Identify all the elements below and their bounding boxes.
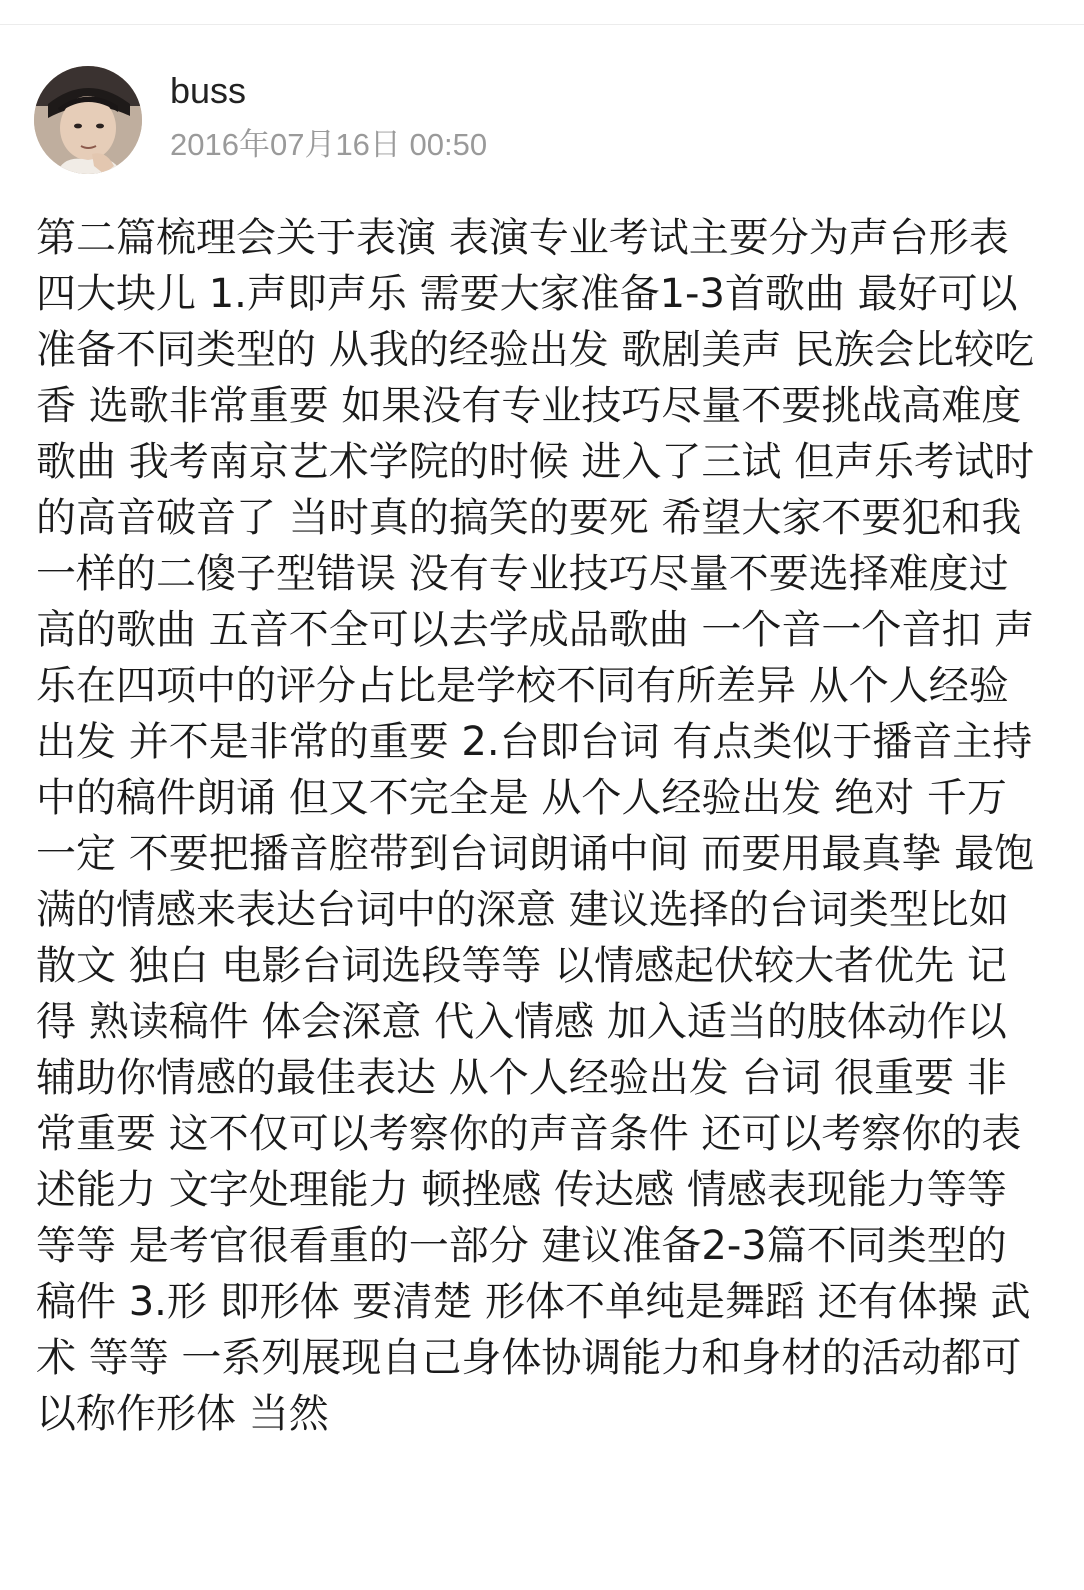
post-header — [34, 64, 487, 176]
author-meta — [170, 70, 488, 165]
author-avatar[interactable] — [34, 66, 142, 174]
user-avatar-photo-icon — [34, 66, 142, 174]
top-divider — [0, 24, 1084, 25]
post-timestamp: 2016年07月16日 00:50 — [170, 127, 488, 162]
author-name[interactable]: buss — [170, 70, 247, 111]
post-content: 第二篇梳理会关于表演 表演专业考试主要分为声台形表四大块儿 1.声即声乐 需要大家准备1-3首歌曲 最好可以准备不同类型的 从我的经验出发 歌剧美声 民族会比较吃香 选歌非常重要 如果没有专业技巧尽量不要挑战高难度歌曲 我考南京艺术学院的时候 进入了三试 但声乐考试时的高音破音了 当时真的搞笑的要死 希望大家不要犯和我一样的二傻子型错误 没有专业技巧尽量不要选择难度过高的歌曲 五音不全可以去学成品歌曲 一个音一个音扣 声乐在四项中的评分占比是学校不同有所差异 从个人经验出发 并不是非常的重要 2.台即台词 有点类似于播音主持中的稿件朗诵 但又不完全是 从个人经验出发 绝对 千万 一定 不要把播音腔带到台词朗诵中间 而要用最真挚 最饱满的情感来表达台词中的深意 建议选择的台词类型比如散文 独白 电影台词选段等等 以情感起伏较大者优先 记得 熟读稿件 体会深意 代入情感 加入适当的肢体动作以辅助你情感的最佳表达 从个人经验出发 台词 很重要 非常重要 这不仅可以考察你的声音条件 还可以考察你的表述能力 文字处理能力 顿挫感 传达感 情感表现能力等等等等 是考官很看重的一部分 建议准备2-3篇不同类型的稿件 3.形 即形体 要清楚 形体不单纯是舞蹈 还有体操 武术 等等 一系列展现自己身体协调能力和身材的活动都可以称作形体 当然 — [36, 215, 1035, 1437]
